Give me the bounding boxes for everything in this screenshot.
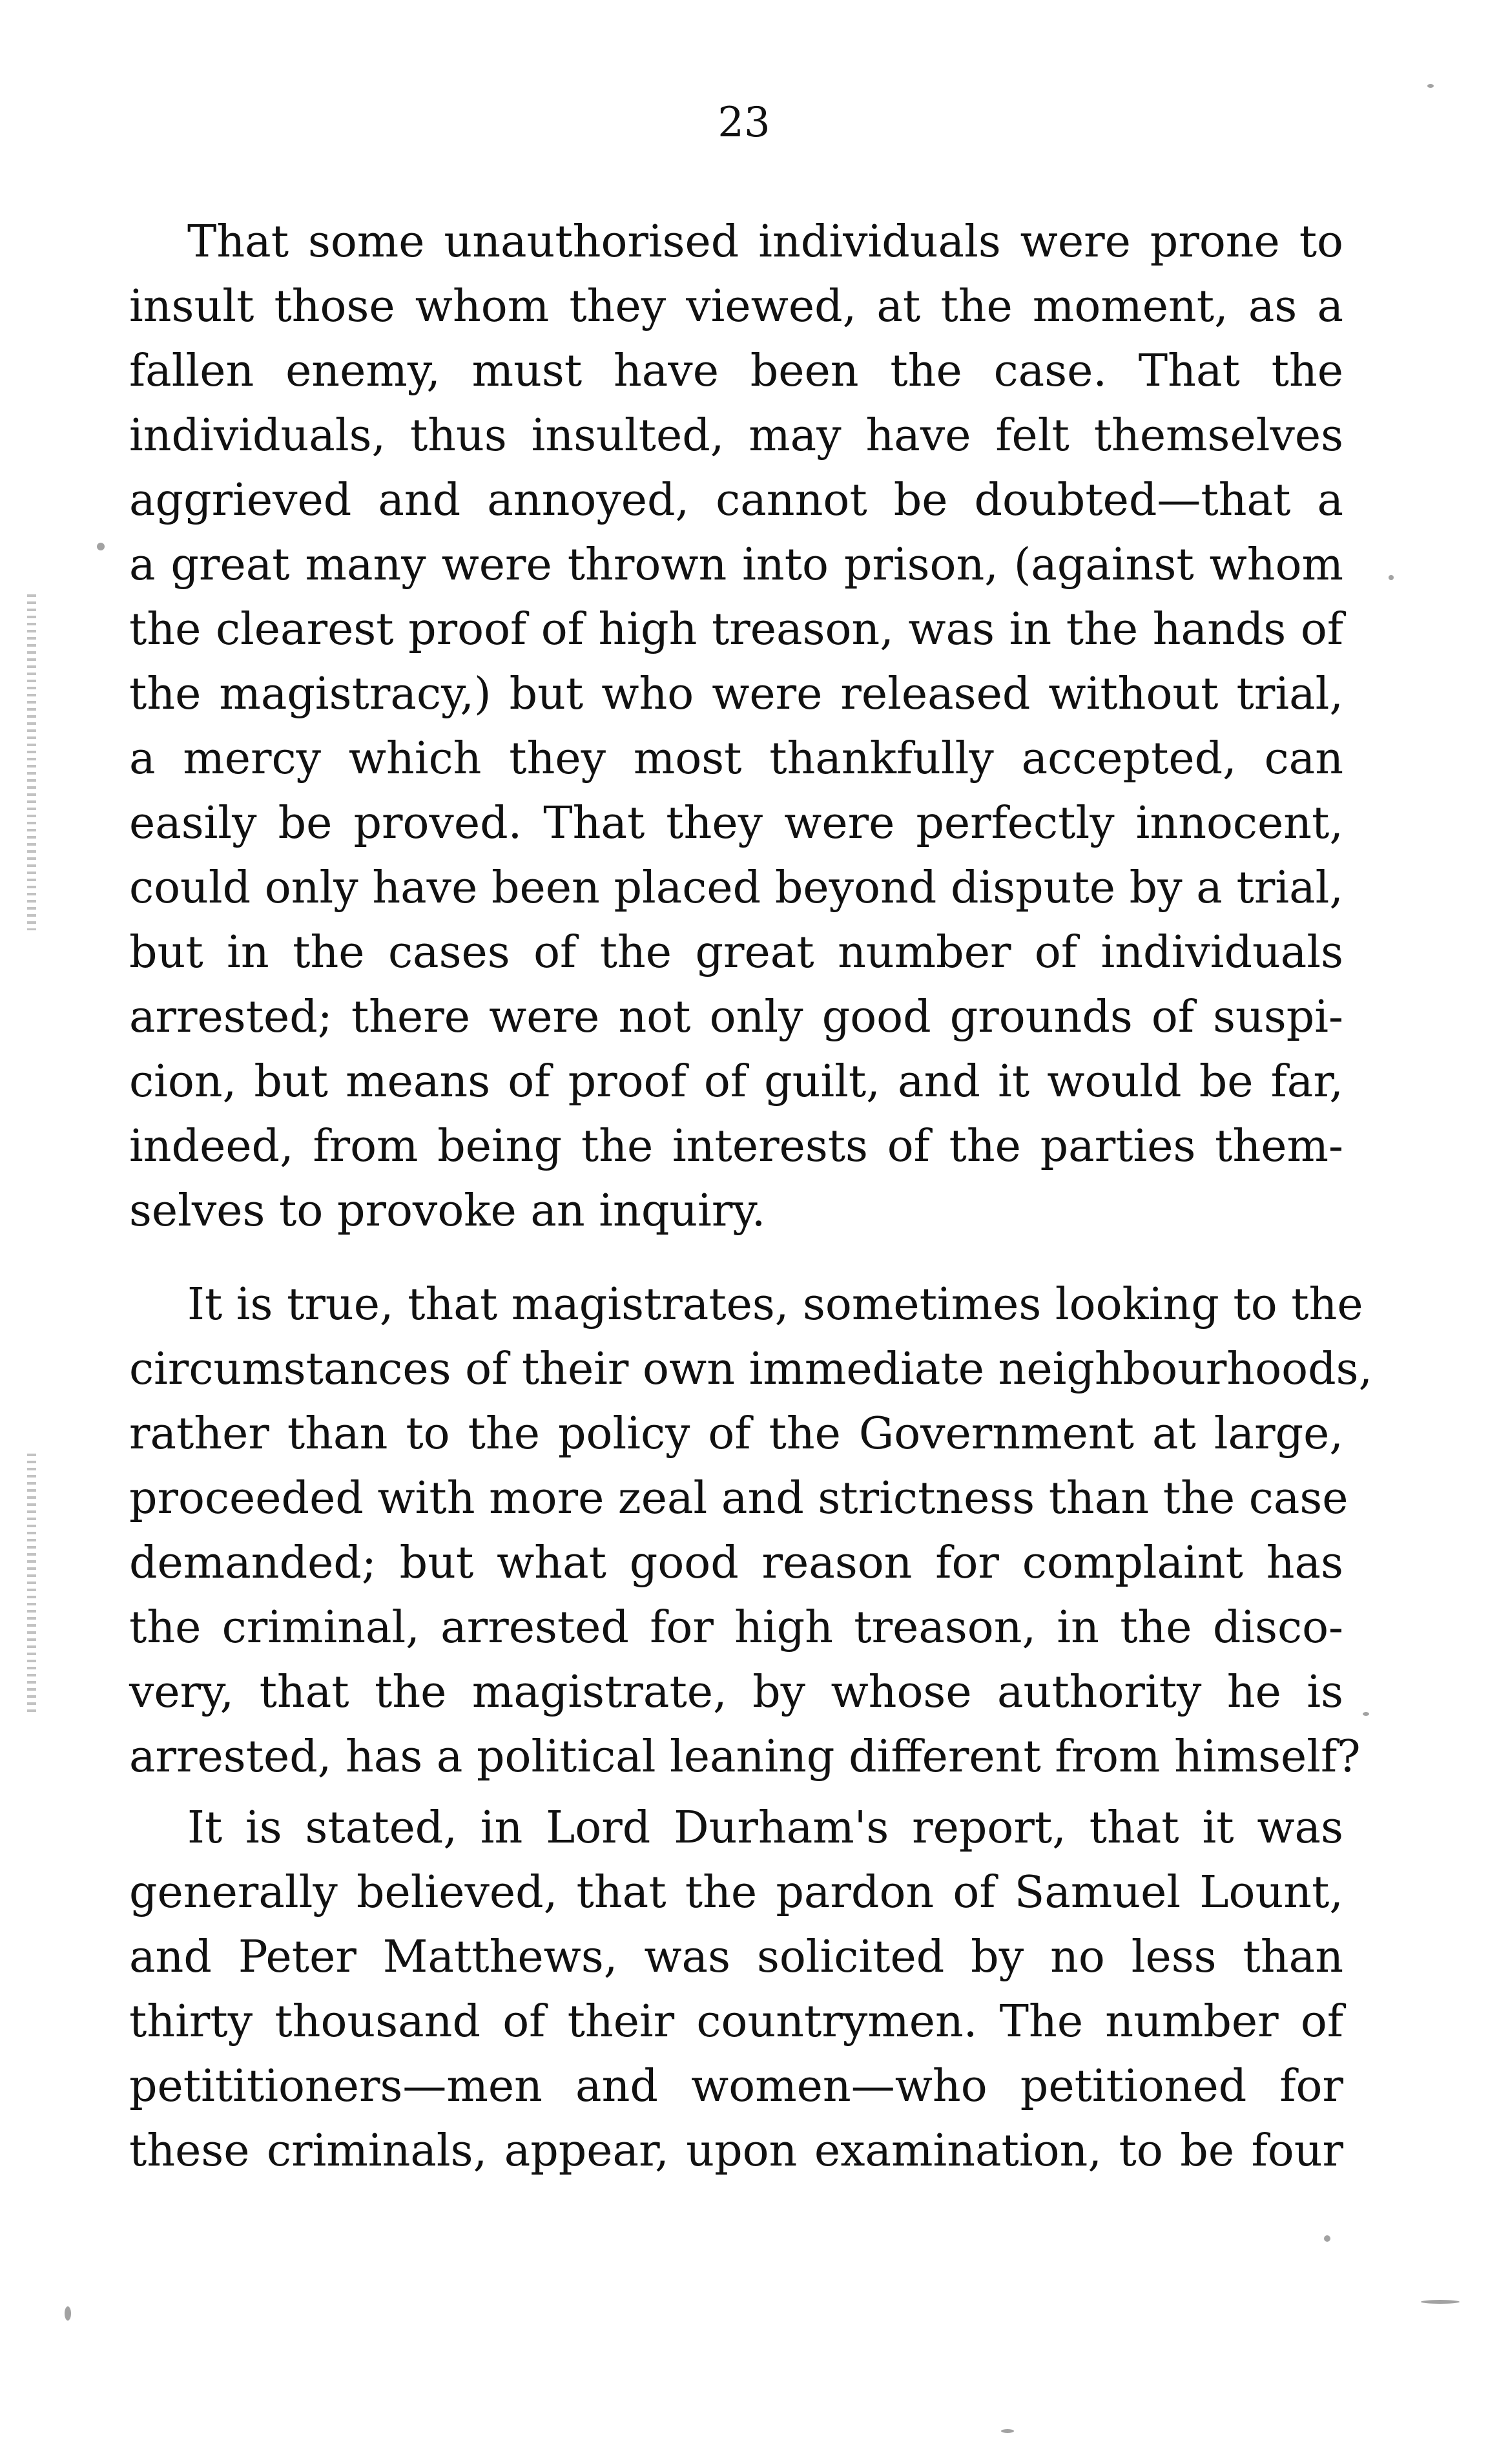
text-line: arrested, has a political leaning different from himself? — [129, 1731, 1361, 1782]
text-line: It is true, that magistrates, sometimes looking to the — [187, 1279, 1363, 1330]
text-line: a mercy which they most thankfully accepted, can — [129, 733, 1343, 784]
text-line: fallen enemy, must have been the case. That the — [129, 346, 1343, 397]
text-line: That some unauthorised individuals were prone to — [187, 216, 1343, 267]
text-line: a great many were thrown into prison, (against whom — [129, 539, 1343, 590]
text-line: circumstances of their own immediate neighbourhoods, — [129, 1344, 1373, 1395]
text-line: aggrieved and annoyed, cannot be doubted—that a — [129, 475, 1343, 526]
text-line: the clearest proof of high treason, was in the hands of — [129, 604, 1343, 655]
scan-speck — [1001, 2429, 1014, 2433]
scan-speck — [1421, 2300, 1460, 2304]
text-line: cion, but means of proof of guilt, and it would be far, — [129, 1056, 1343, 1107]
text-line: arrested; there were not only good grounds of suspi- — [129, 992, 1343, 1043]
paragraph-3 — [129, 1796, 1343, 2184]
text-line: demanded; but what good reason for complaint has — [129, 1538, 1343, 1589]
text-line: easily be proved. That they were perfectly innocent, — [129, 798, 1343, 849]
text-line: rather than to the policy of the Government at large, — [129, 1408, 1343, 1459]
text-line: insult those whom they viewed, at the moment, as a — [129, 281, 1343, 332]
scan-speck — [1324, 2235, 1330, 2242]
text-line: individuals, thus insulted, may have felt themselves — [129, 410, 1343, 461]
paragraph-2 — [129, 1273, 1373, 1790]
text-line: indeed, from being the interests of the parties them- — [129, 1121, 1343, 1172]
scan-speck — [65, 2306, 71, 2321]
text-line: could only have been placed beyond dispute by a trial, — [129, 862, 1343, 914]
paragraph-1 — [129, 210, 1343, 1244]
page-number: 23 — [718, 99, 770, 147]
text-line: It is stated, in Lord Durham's report, that it was — [187, 1802, 1343, 1853]
text-line: and Peter Matthews, was solicited by no less than — [129, 1932, 1343, 1983]
text-line: proceeded with more zeal and strictness than the case — [129, 1473, 1348, 1524]
scan-speck — [97, 543, 105, 550]
text-line: very, that the magistrate, by whose authority he is — [129, 1667, 1343, 1718]
scan-speck — [1389, 575, 1394, 580]
text-line: these criminals, appear, upon examination, to be four — [129, 2125, 1343, 2177]
text-line: petititioners—men and women—who petitioned for — [129, 2061, 1343, 2112]
scan-speck — [1427, 84, 1434, 88]
text-line: the magistracy,) but who were released without trial, — [129, 669, 1343, 720]
text-line: thirty thousand of their countrymen. The number of — [129, 1996, 1343, 2047]
text-line: selves to provoke an inquiry. — [129, 1185, 766, 1237]
text-line: generally believed, that the pardon of Samuel Lount, — [129, 1867, 1343, 1918]
text-line: but in the cases of the great number of individuals — [129, 927, 1343, 978]
scan-smear — [27, 594, 36, 930]
scan-speck — [1363, 1712, 1369, 1716]
scan-smear — [27, 1454, 36, 1712]
text-line: the criminal, arrested for high treason, in the disco- — [129, 1602, 1343, 1653]
